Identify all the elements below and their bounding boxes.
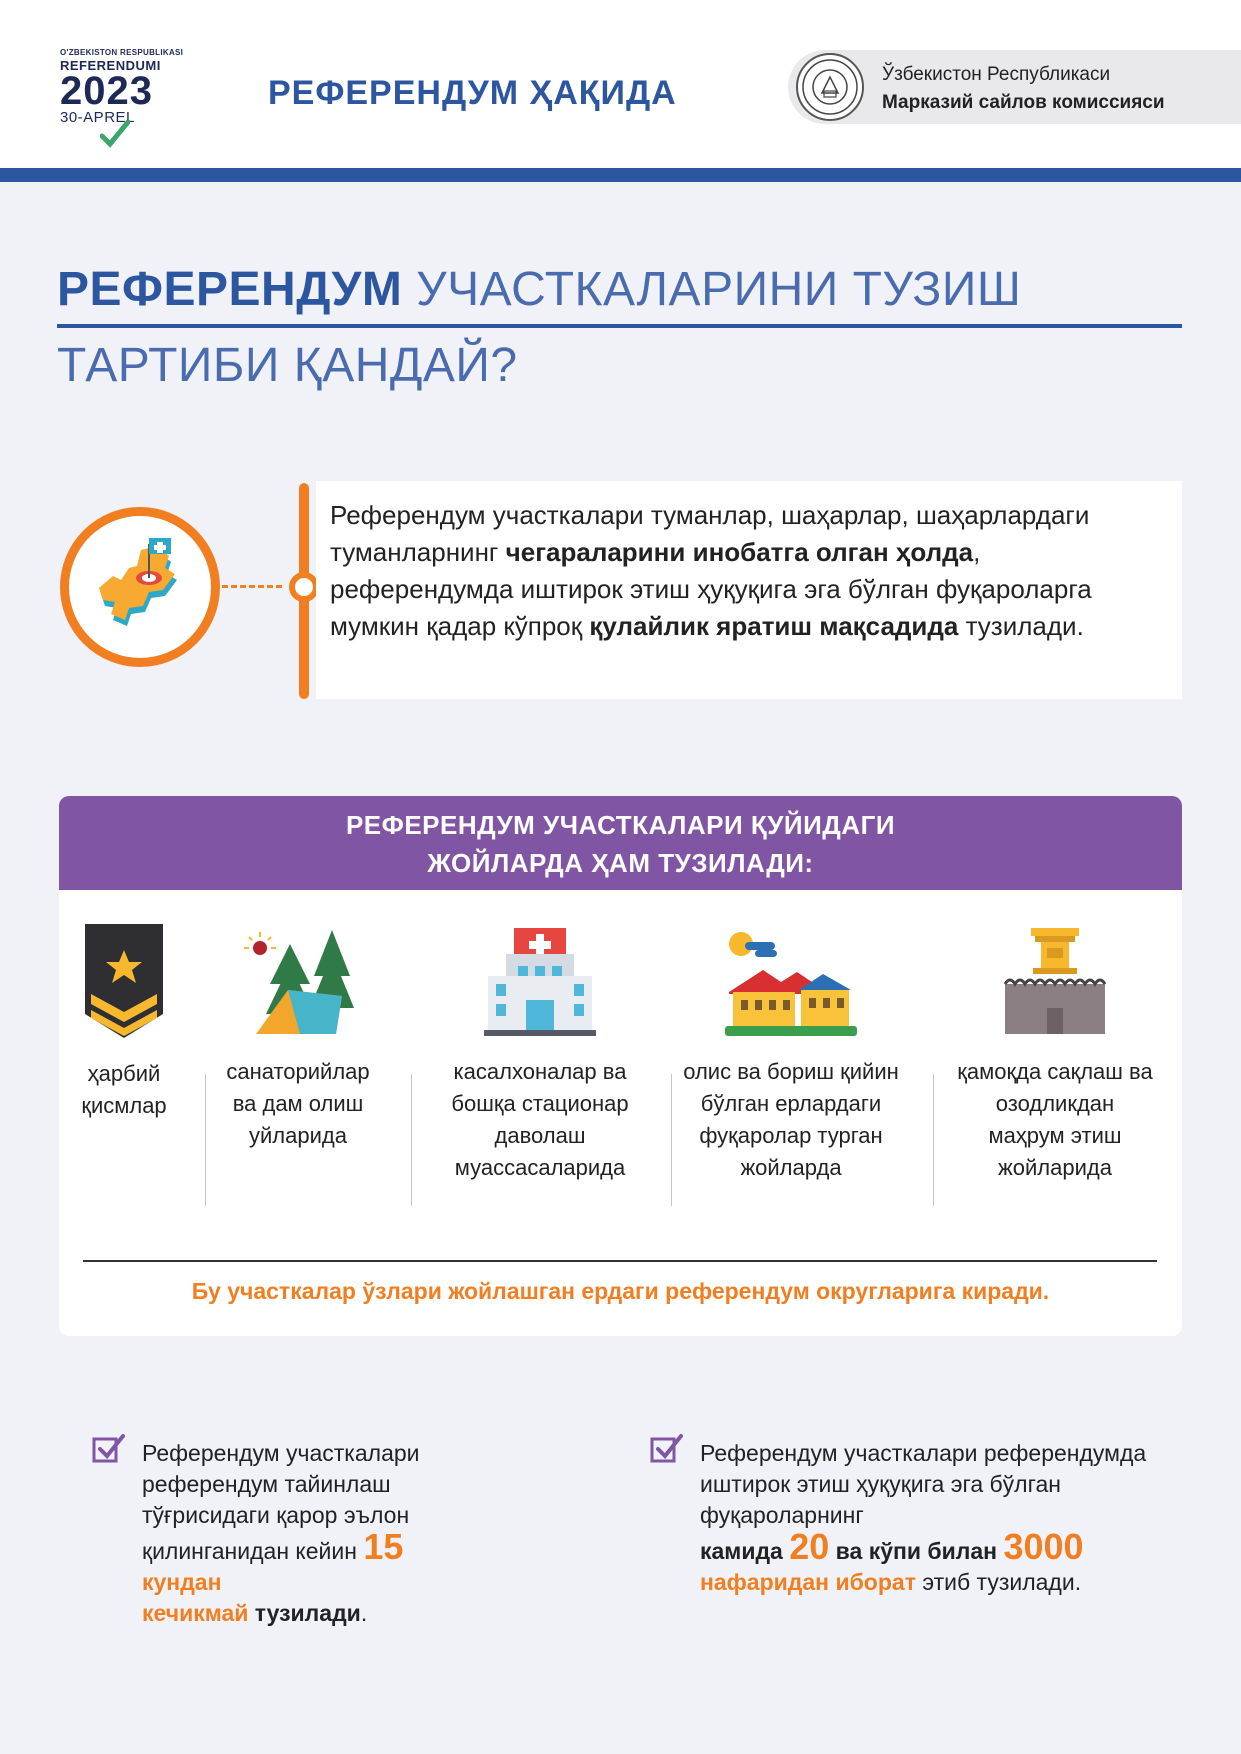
- place-separator: [671, 1074, 672, 1206]
- note-left-text3: .: [360, 1600, 368, 1626]
- page-title-bold: РЕФЕРЕНДУМ: [57, 263, 403, 316]
- header-divider: [0, 168, 1241, 182]
- commission-line1: Ўзбекистон Республикаси: [882, 64, 1111, 85]
- note-left-bold: тузилади: [248, 1600, 361, 1626]
- page-header: [0, 0, 1241, 168]
- logo-year: 2023: [60, 69, 153, 113]
- prison-icon: [997, 924, 1113, 1038]
- info-bold-1: чегараларини инобатга олган ҳолда: [505, 537, 974, 567]
- note-left-number: 15: [363, 1526, 404, 1567]
- place-separator: [205, 1074, 206, 1206]
- military-insignia-icon: [81, 924, 167, 1040]
- logo-date: 30-APREL: [60, 109, 135, 126]
- commission-line2: Марказий сайлов комиссияси: [882, 92, 1165, 113]
- note-left-text1: Референдум участкалари референдум тайинлаш тўғрисидаги қарор эълон: [142, 1440, 420, 1528]
- note-right-number1: 20: [789, 1526, 830, 1567]
- hospital-icon: [482, 924, 598, 1038]
- page-title-rest: УЧАСТКАЛАРИНИ ТУЗИШ: [402, 263, 1022, 316]
- place-label-military: ҳарбий қисмлар: [81, 1061, 167, 1118]
- note-left-orange1: кундан: [142, 1569, 222, 1595]
- checkbox-right-icon: [650, 1433, 684, 1465]
- place-item-prison: [937, 924, 1173, 1184]
- note-left-text2: қилинганидан кейин: [142, 1538, 364, 1564]
- note-right-text2: этиб тузилади.: [915, 1569, 1082, 1595]
- timeline-dot: [289, 572, 319, 602]
- info-text-3: тузилади.: [958, 611, 1084, 641]
- page-title-line1: [57, 262, 1021, 317]
- place-label-hospital: касалхоналар ва бошқа стационар даволаш муассасаларида: [451, 1059, 629, 1180]
- note-left: [142, 1438, 482, 1629]
- note-right-orange: нафаридан иборат: [700, 1569, 916, 1595]
- logo-line1: O'ZBEKISTON RESPUBLIKASI: [60, 48, 184, 57]
- map-badge: [60, 507, 220, 667]
- page-title-line2: ТАРТИБИ ҚАНДАЙ?: [57, 339, 518, 392]
- places-heading-line1: РЕФЕРЕНДУМ УЧАСТКАЛАРИ ҚУЙИДАГИ: [345, 810, 896, 840]
- place-separator: [411, 1074, 412, 1206]
- header-title: РЕФЕРЕНДУМ ҲАҚИДА: [268, 74, 677, 112]
- map-pin-icon: [69, 516, 211, 658]
- logo-line2: REFERENDUMI: [60, 58, 161, 73]
- commission-seal-icon: [796, 53, 864, 121]
- place-item-remote: [675, 924, 907, 1184]
- note-right-bold1: камида: [700, 1538, 790, 1564]
- checkbox-left-icon: [92, 1433, 126, 1465]
- place-item-hospital: [415, 924, 665, 1184]
- camping-tent-icon: [240, 924, 356, 1038]
- place-item-sanatorium: [209, 924, 387, 1152]
- info-text-1: Референдум участкалари туманлар, шаҳарлар, шаҳарлардаги туманларнинг: [330, 500, 1090, 567]
- places-heading: [59, 796, 1182, 890]
- note-right-bold2: ва кўпи билан: [829, 1538, 1004, 1564]
- places-divider: [83, 1260, 1157, 1262]
- info-card: [316, 481, 1182, 699]
- note-right: [700, 1438, 1170, 1598]
- title-divider: [57, 324, 1182, 328]
- places-footer: Бу участкалар ўзлари жойлашган ердаги референдум округларига киради.: [191, 1278, 1050, 1304]
- note-left-orange2: кечикмай: [142, 1600, 249, 1626]
- referendum-logo: [60, 48, 200, 126]
- places-heading-line2: ЖОЙЛАРДА ҲАМ ТУЗИЛАДИ:: [427, 848, 814, 878]
- logo-check-icon: [100, 120, 130, 148]
- info-bold-2: қулайлик яратиш мақсадида: [589, 611, 959, 641]
- info-text-2: , референдумда иштирок этиш ҳуқуқига эга бўлган фуқароларга мумкин қадар кўпроқ: [330, 537, 1092, 641]
- village-houses-icon: [721, 924, 861, 1038]
- places-card: [59, 796, 1182, 1336]
- place-label-prison: қамоқда сақлаш ва озодликдан маҳрум этиш жойларида: [957, 1059, 1153, 1180]
- place-label-sanatorium: санаторийлар ва дам олиш уйларида: [226, 1059, 370, 1148]
- note-right-number2: 3000: [1003, 1526, 1084, 1567]
- place-item-military: [59, 924, 189, 1122]
- place-separator: [933, 1074, 934, 1206]
- timeline-connector: [222, 585, 282, 588]
- note-right-text1: Референдум участкалари референдумда иштирок этиш ҳуқуқига эга бўлган фуқароларнинг: [700, 1440, 1147, 1528]
- place-label-remote: олис ва бориш қийин бўлган ерлардаги фуқаролар турган жойларда: [683, 1059, 899, 1180]
